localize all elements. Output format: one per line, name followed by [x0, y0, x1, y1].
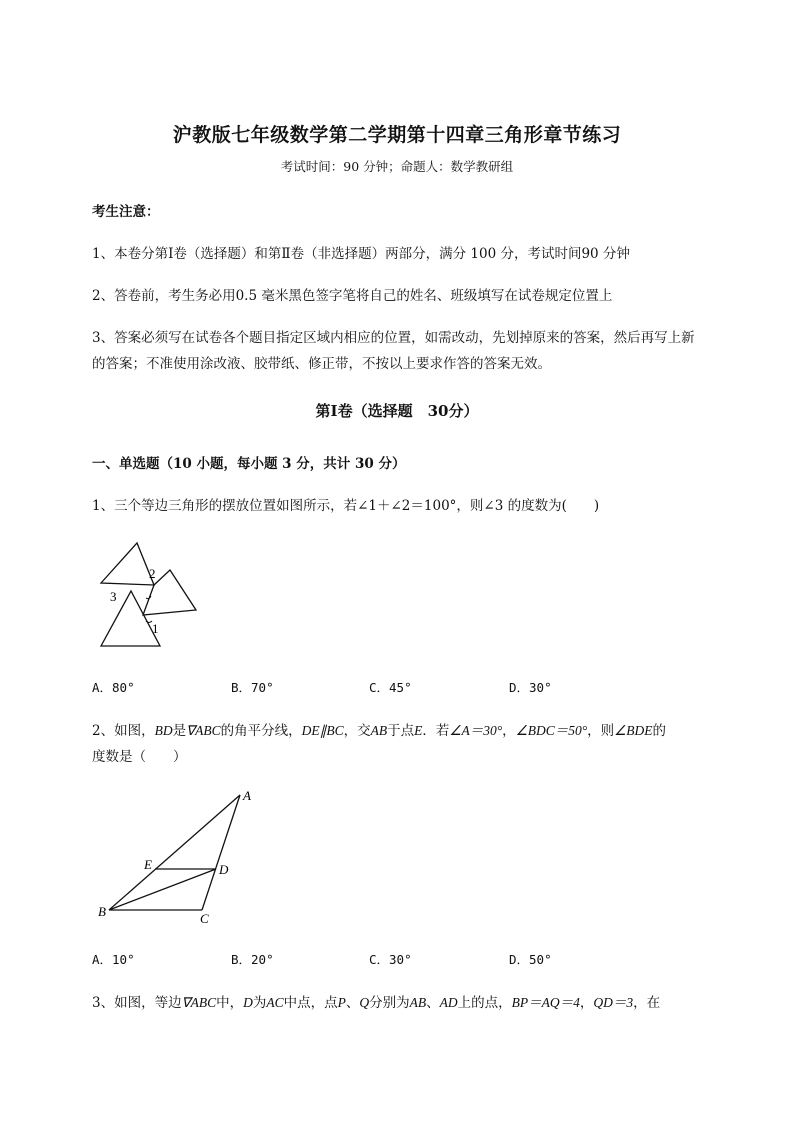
point-label-b: B — [98, 904, 106, 919]
question-2-option-b[interactable]: B．20° — [231, 952, 274, 967]
angle-label-1: 1 — [152, 621, 159, 636]
point-label-e: E — [144, 857, 152, 872]
point-label-a: A — [243, 788, 251, 803]
notice-item-3-cont: 的答案；不准使用涂改液、胶带纸、修正带，不按以上要求作答的答案无效。 — [92, 356, 551, 372]
point-label-c: C — [200, 911, 209, 924]
exam-info: 考试时间：90 分钟；命题人：数学教研组 — [280, 159, 514, 174]
question-1-figure — [95, 538, 205, 650]
notice-heading: 考生注意： — [92, 204, 160, 220]
question-2-text: 2、如图，BD是∇ABC的角平分线，DE∥BC，交AB于点E．若∠A＝30°，∠BDC＝50°，则∠BDE的 — [92, 723, 666, 739]
question-1-option-d[interactable]: D．30° — [509, 680, 552, 695]
page-title: 沪教版七年级数学第二学期第十四章三角形章节练习 — [172, 124, 622, 146]
question-2-option-c[interactable]: C．30° — [369, 952, 412, 967]
question-2-option-a[interactable]: A．10° — [92, 952, 135, 967]
triangle-left — [101, 543, 154, 585]
angle-label-3: 3 — [110, 589, 117, 604]
section-title: 第Ⅰ卷（选择题 30分） — [315, 402, 479, 420]
question-1-option-a[interactable]: A．80° — [92, 680, 135, 695]
question-2-figure — [92, 784, 262, 924]
question-1-option-c[interactable]: C．45° — [369, 680, 412, 695]
part-heading: 一、单选题（10 小题，每小题 3 分，共计 30 分） — [92, 456, 406, 472]
point-label-d: D — [219, 862, 229, 877]
notice-item-2: 2、答卷前，考生务必用0.5 毫米黑色签字笔将自己的姓名、班级填写在试卷规定位置上 — [92, 288, 613, 304]
question-2-text-cont: 度数是（ ） — [92, 749, 187, 765]
question-2-option-d[interactable]: D．50° — [509, 952, 552, 967]
notice-item-3: 3、答案必须写在试卷各个题目指定区域内相应的位置，如需改动，先划掉原来的答案，然后再写上新 — [92, 330, 695, 346]
question-1-text: 1、三个等边三角形的摆放位置如图所示，若∠1＋∠2＝100°，则∠3 的度数为( ) — [92, 498, 600, 514]
question-1-option-b[interactable]: B．70° — [231, 680, 274, 695]
notice-item-1: 1、本卷分第Ⅰ卷（选择题）和第Ⅱ卷（非选择题）两部分，满分 100 分，考试时间90 分钟 — [92, 246, 630, 262]
question-3-text: 3、如图，等边∇ABC中，D为AC中点，点P、Q分别为AB、AD上的点，BP＝AQ＝4，QD＝3，在 — [92, 995, 661, 1011]
angle-label-2: 2 — [149, 566, 156, 581]
